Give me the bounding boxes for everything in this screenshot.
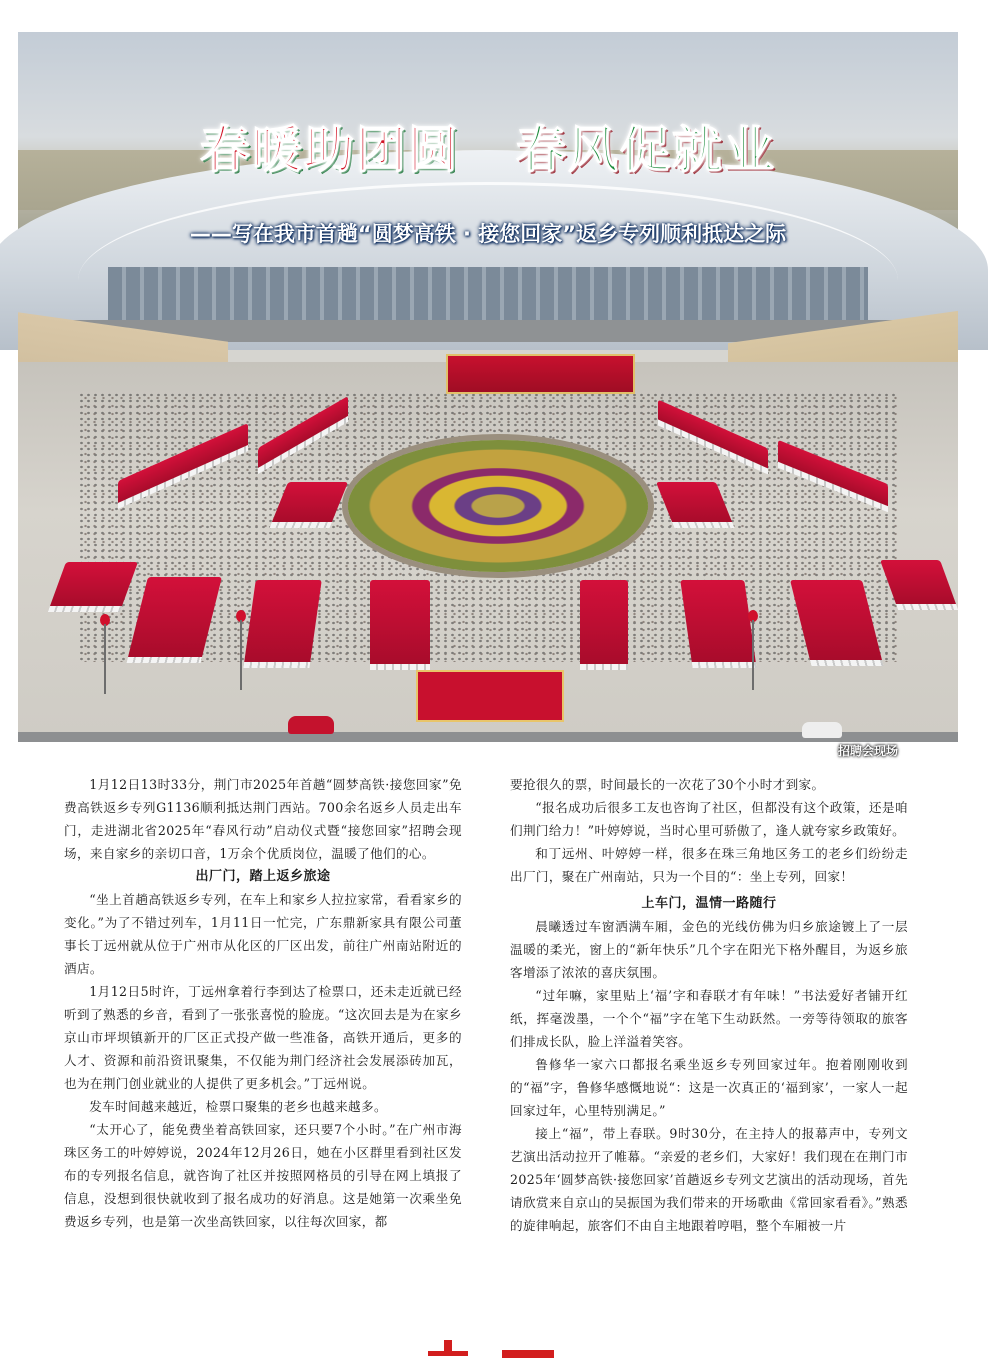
paragraph: “过年嘛，家里贴上‘福’字和春联才有年味！”书法爱好者铺开红纸，挥毫泼墨，一个个“福”字在笔下生动跃然。一旁等待领取的旅客们排成长队，脸上洋溢着笑容。 (510, 988, 908, 1049)
paragraph: “太开心了，能免费坐着高铁回家，还只要7个小时。”在广州市海珠区务工的叶婷婷说，2024年12月26日，她在小区群里看到社区发布的专列报名信息，就咨询了社区并按照网格员的引导在网上填报了信息，没想到很快就收到了报名成功的好消息。这是她第一次乘坐免费返乡专列，也是第一次坐高铁回家，以往每次回家，都 (64, 1122, 462, 1229)
tent (244, 580, 322, 662)
paragraph: 和丁远州、叶婷婷一样，很多在珠三角地区务工的老乡们纷纷走出厂门，聚在广州南站，只为一个目的“：坐上专列，回家！ (510, 846, 908, 884)
paragraph: 鲁修华一家六口都报名乘坐返乡专列回家过年。抱着刚刚收到的“福”字，鲁修华感慨地说“：这是一次真正的‘福到家’，一家人一起回家过年，心里特别满足。” (510, 1057, 908, 1118)
red-car (288, 716, 334, 734)
paragraph-continued: 要抢很久的票，时间最长的一次花了30个小时才到家。 (510, 777, 825, 792)
article-column-right (510, 773, 908, 1237)
headline (18, 110, 958, 182)
paragraph: 1月12日5时许，丁远州拿着行李到达了检票口，还未走近就已经听到了熟悉的乡音，看到了一张张喜悦的脸庞。“这次回去是为在家乡京山市坪坝镇新开的厂区正式投产做一些准备，高铁开通后，更多的人才、资源和前沿资讯聚集，不仅能为荆门经济社会发展添砖加瓦，也为在荆门创业就业的人提供了更多机会。”丁远州说。 (64, 984, 462, 1091)
paragraph: “报名成功后很多工友也咨询了社区，但都没有这个政策，还是咱们荆门给力！”叶婷婷说，当时心里可骄傲了，逢人就夸家乡政策好。 (510, 800, 908, 838)
page-number-glyph (428, 1340, 468, 1360)
lamp-pole (104, 624, 106, 694)
tent (580, 580, 628, 664)
lamp-pole (752, 620, 754, 690)
headline-part-2: 春风促就业 (516, 120, 776, 179)
headline-part-1: 春暖助团圆 (200, 120, 460, 179)
paragraph: 接上“福”，带上春联。9时30分，在主持人的报幕声中，专列文艺演出活动拉开了帷幕。“亲爱的老乡们，大家好！我们现在在荆门市2025年‘圆梦高铁·接您回家’首趟返乡专列文艺演出的活动现场，首先请欣赏来自京山的吴振国为我们带来的开场歌曲《常回家看看》。”熟悉的旋律响起，旅客们不由自主地跟着哼唱，整个车厢被一片 (510, 1126, 908, 1233)
section-heading-1: 出厂门，踏上返乡旅途 (195, 869, 331, 884)
article-column-left (64, 773, 462, 1233)
flowerbed (348, 440, 648, 572)
tent (370, 580, 430, 664)
paragraph: 晨曦透过车窗洒满车厢，金色的光线仿佛为归乡旅途镀上了一层温暖的柔光，窗上的“新年快乐”几个字在阳光下格外醒目，为返乡旅客增添了浓浓的喜庆氛围。 (510, 919, 908, 980)
photo-caption: 招聘会现场 (837, 744, 898, 758)
tent (680, 580, 756, 662)
intro-paragraph: 1月12日13时33分，荆门市2025年首趟“圆梦高铁·接您回家”免费高铁返乡专列G1136顺利抵达荆门西站。700余名返乡人员走出车门，走进湖北省2025年“春风行动”启动仪式暨“接您回家”招聘会现场，来自家乡的亲切口音，1万余个优质岗位，温暖了他们的心。 (64, 777, 462, 861)
section-heading-2: 上车门，温情一路随行 (641, 896, 777, 911)
paragraph: “坐上首趟高铁返乡专列，在车上和家乡人拉拉家常，看看家乡的变化。”为了不错过列车，1月11日一忙完，广东鼎新家具有限公司董事长丁远州就从位于广州市从化区的厂区出发，前往广州南站附近的酒店。 (64, 892, 462, 976)
stage (446, 354, 635, 394)
hero-photo (18, 32, 958, 758)
paragraph: 发车时间越来越近，检票口聚集的老乡也越来越多。 (89, 1099, 387, 1114)
event-banner (416, 670, 564, 722)
subheadline: ——写在我市首趟“圆梦高铁 · 接您回家”返乡专列顺利抵达之际 (189, 222, 787, 246)
page-number-mark (428, 1336, 558, 1360)
lamp-pole (240, 620, 242, 690)
page-number-glyph (502, 1350, 554, 1358)
white-car (802, 722, 842, 738)
